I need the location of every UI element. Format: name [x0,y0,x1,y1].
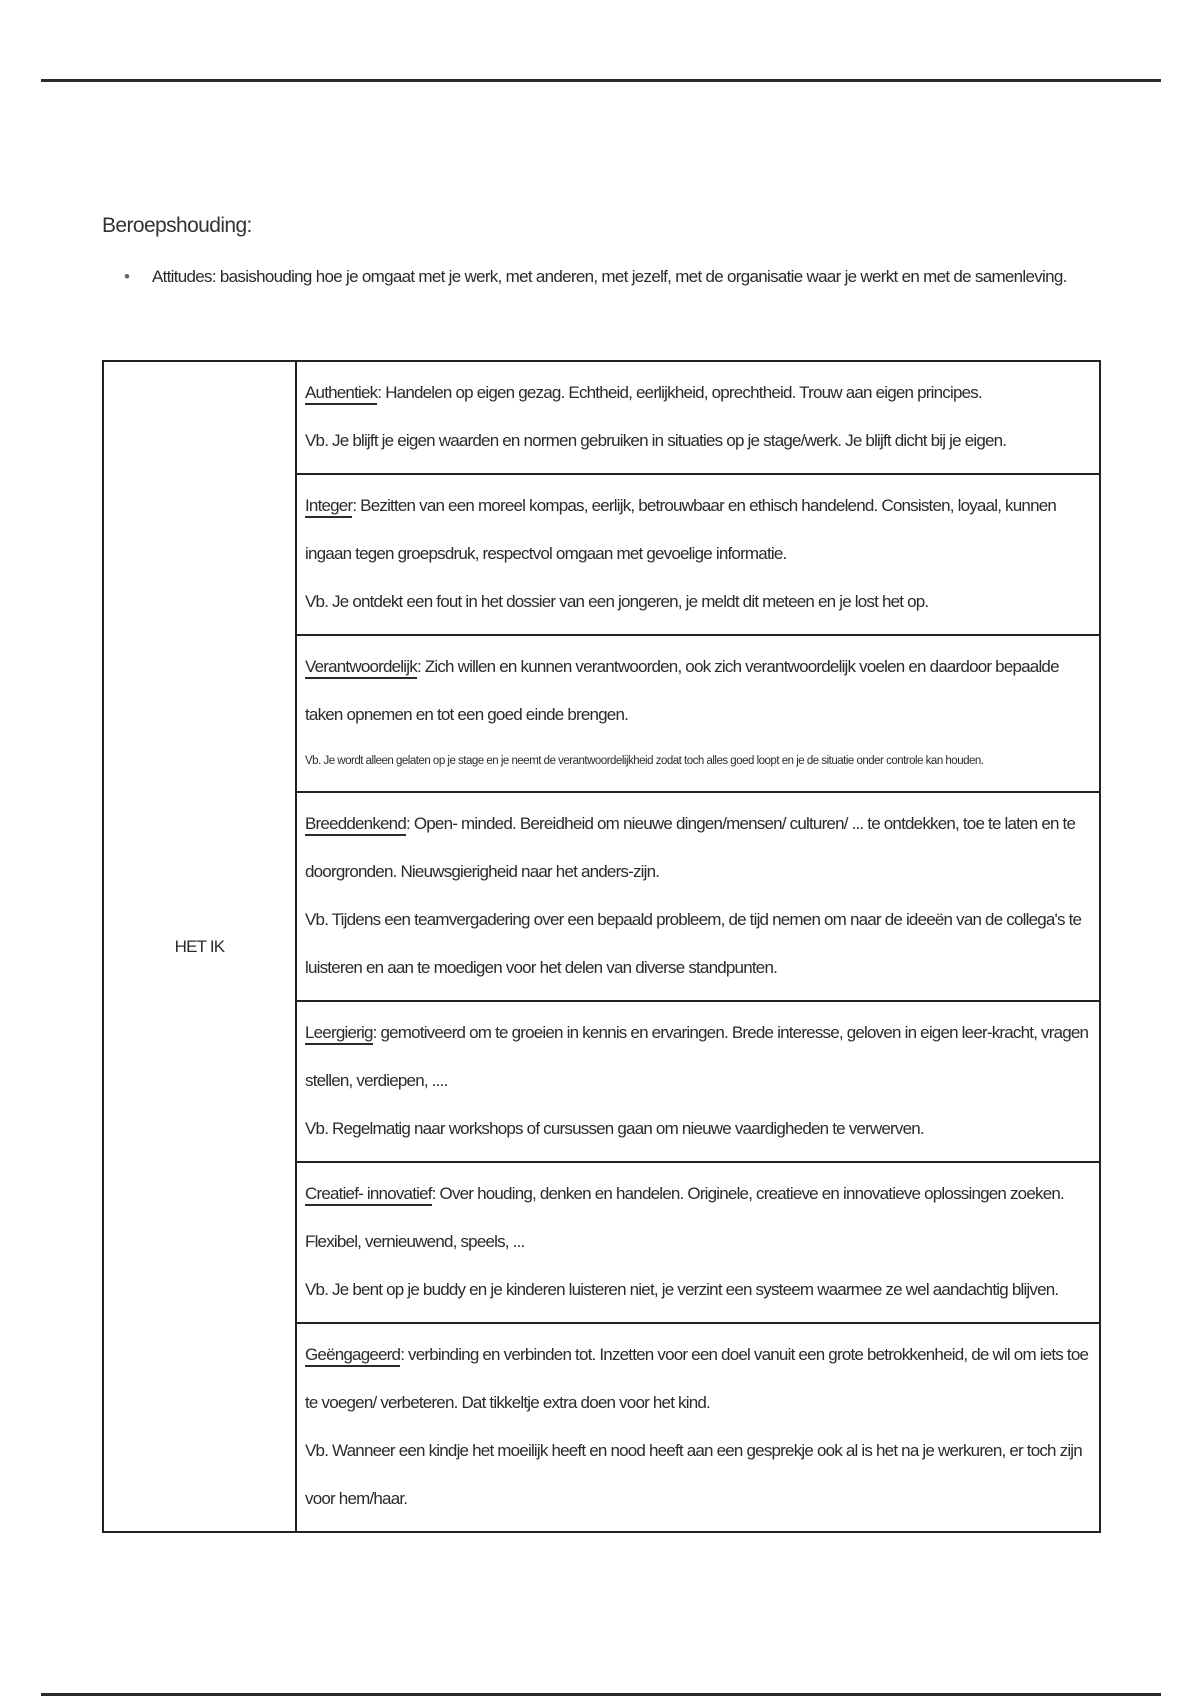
definition [305,482,1091,578]
example: Vb. Regelmatig naar workshops of cursussen gaan om nieuwe vaardigheden te verwerven. [305,1119,924,1138]
example: Vb. Je ontdekt een fout in het dossier van een jongeren, je meldt dit meteen en je lost het op. [305,592,929,611]
bullet-marker: • [124,267,130,286]
section-heading: Beroepshouding: [102,214,252,237]
example: Vb. Je wordt alleen gelaten op je stage en je neemt de verantwoordelijkheid zodat toch alles goed loopt en je de situatie onder controle kan houden. [305,755,984,767]
term: Creatief- innovatief [305,1184,432,1206]
example: Vb. Je blijft je eigen waarden en normen gebruiken in situaties op je stage/werk. Je blijft dicht bij je eigen. [305,431,1007,450]
definition-text: : verbinding en verbinden tot. Inzetten voor een doel vanuit een grote betrokkenheid, de wil om iets toe te voegen/ verbeteren. Dat tikkeltje extra doen voor het kind. [305,1345,1089,1412]
attitude-leergierig [296,1001,1100,1162]
attitude-creatief-innovatief [296,1162,1100,1323]
definition [305,643,1091,739]
definition [305,800,1091,896]
definition [305,1009,1091,1105]
header-rule [41,79,1161,82]
attitude-authentiek [296,361,1100,474]
definition-text: : Bezitten van een moreel kompas, eerlijk, betrouwbaar en ethisch handelend. Consisten, loyaal, kunnen ingaan tegen groepsdruk, respectvol omgaan met gevoelige informatie. [305,496,1057,563]
example: Vb. Je bent op je buddy en je kinderen luisteren niet, je verzint een systeem waarmee ze wel aandachtig blijven. [305,1280,1059,1299]
definition [305,1331,1091,1427]
term: Breeddenkend [305,814,406,836]
term: Integer [305,496,352,518]
attitude-integer [296,474,1100,635]
example: Vb. Wanneer een kindje het moeilijk heeft en nood heeft aan een gesprekje ook al is het na je werkuren, er toch zijn voor hem/haar. [305,1441,1082,1508]
attitude-geengageerd [296,1323,1100,1532]
attitude-breeddenkend [296,792,1100,1001]
bullet-item [124,267,1124,287]
category-label: HET IK [103,361,296,1532]
definition [305,369,1091,417]
attitudes-table [102,360,1101,1533]
term: Leergierig [305,1023,373,1045]
attitude-verantwoordelijk [296,635,1100,792]
example: Vb. Tijdens een teamvergadering over een bepaald probleem, de tijd nemen om naar de ideeën van de collega's te luisteren en aan te moedigen voor het delen van diverse standpunten. [305,910,1082,977]
definition-text: : Handelen op eigen gezag. Echtheid, eerlijkheid, oprechtheid. Trouw aan eigen principes. [377,383,982,402]
definition-text: : Zich willen en kunnen verantwoorden, ook zich verantwoordelijk voelen en daardoor bepaalde taken opnemen en tot een goed einde brengen. [305,657,1059,724]
definition [305,1170,1091,1266]
bullet-text: Attitudes: basishouding hoe je omgaat met je werk, met anderen, met jezelf, met de organisatie waar je werkt en met de samenleving. [152,267,1067,286]
footer-rule [41,1693,1161,1696]
definition-text: : Open- minded. Bereidheid om nieuwe dingen/mensen/ culturen/ ... te ontdekken, toe te laten en te doorgronden. Nieuwsgierigheid naar het anders-zijn. [305,814,1076,881]
term: Authentiek [305,383,377,405]
table-row [103,361,1100,474]
term: Geëngageerd [305,1345,400,1367]
definition-text: : Over houding, denken en handelen. Originele, creatieve en innovatieve oplossingen zoeken. Flexibel, vernieuwend, speels, ... [305,1184,1064,1251]
definition-text: : gemotiveerd om te groeien in kennis en ervaringen. Brede interesse, geloven in eigen leer-kracht, vragen stellen, verdiepen, .... [305,1023,1089,1090]
term: Verantwoordelijk [305,657,417,679]
